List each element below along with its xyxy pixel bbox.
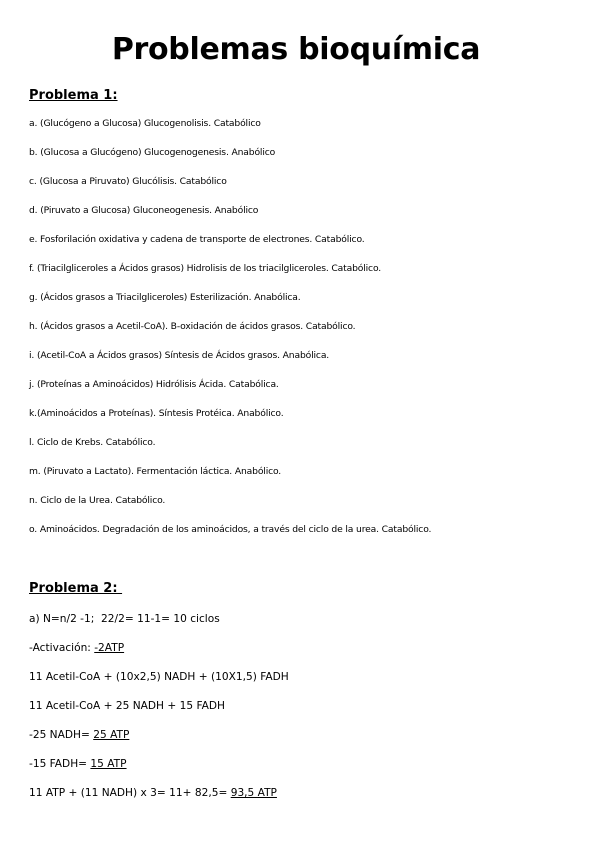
problem-2-acetil-line-1: 11 Acetil-CoA + (10x2,5) NADH + (10X1,5) FADH — [29, 671, 289, 683]
problem-1-item-a: a. (Glucógeno a Glucosa) Glucogenolisis. Catabólico — [29, 118, 261, 129]
problem-2-total — [29, 786, 277, 800]
fadh-label: -15 FADH= — [29, 758, 91, 770]
nadh-label: -25 NADH= — [29, 729, 94, 741]
document-title: Problemas bioquímica — [111, 32, 481, 67]
problem-1-item-g: g. (Ácidos grasos a Triacilgliceroles) Esterilización. Anabólica. — [29, 292, 301, 303]
total-label: 11 ATP + (11 NADH) x 3= 11+ 82,5= — [29, 787, 231, 799]
problem-1-item-m: m. (Piruvato a Lactato). Fermentación láctica. Anabólico. — [29, 466, 282, 477]
total-value: 93,5 ATP — [230, 787, 277, 799]
problem-1-item-e: e. Fosforilación oxidativa y cadena de transporte de electrones. Catabólico. — [29, 234, 365, 245]
problem-1-item-k: k.(Aminoácidos a Proteínas). Síntesis Protéica. Anabólico. — [29, 408, 284, 419]
fadh-value: 15 ATP — [90, 758, 127, 770]
problem-1-item-o: o. Aminoácidos. Degradación de los aminoácidos, a través del ciclo de la urea. Catabólico. — [29, 524, 432, 535]
problem-1-item-d: d. (Piruvato a Glucosa) Gluconeogenesis. Anabólico — [29, 205, 259, 216]
nadh-value: 25 ATP — [93, 729, 130, 741]
problem-2-activation — [29, 641, 124, 655]
problem-1-item-j: j. (Proteínas a Aminoácidos) Hidrólisis Ácida. Catabólica. — [29, 379, 279, 390]
activation-label: -Activación: — [29, 642, 95, 654]
problem-2-fadh — [29, 757, 127, 771]
problem-1-item-h: h. (Ácidos grasos a Acetil-CoA). B-oxidación de ácidos grasos. Catabólico. — [29, 321, 356, 332]
problem-1-item-b: b. (Glucosa a Glucógeno) Glucogenogenesis. Anabólico — [29, 147, 276, 158]
problem-1-heading: Problema 1: — [29, 88, 118, 103]
problem-2-line-a: a) N=n/2 -1; 22/2= 11-1= 10 ciclos — [29, 613, 220, 625]
problem-1-item-c: c. (Glucosa a Piruvato) Glucólisis. Catabólico — [29, 176, 227, 187]
problem-1-item-n: n. Ciclo de la Urea. Catabólico. — [29, 495, 166, 506]
problem-2-nadh — [29, 728, 129, 742]
problem-2-heading: Problema 2: — [29, 581, 123, 596]
activation-value: -2ATP — [94, 642, 125, 654]
problem-2-acetil-line-2: 11 Acetil-CoA + 25 NADH + 15 FADH — [29, 700, 225, 712]
problem-1-item-i: i. (Acetil-CoA a Ácidos grasos) Síntesis de Ácidos grasos. Anabólica. — [29, 350, 330, 361]
problem-1-item-f: f. (Triacilgliceroles a Ácidos grasos) Hidrolisis de los triacilgliceroles. Catabólico. — [29, 263, 382, 274]
problem-1-item-l: l. Ciclo de Krebs. Catabólico. — [29, 437, 156, 448]
